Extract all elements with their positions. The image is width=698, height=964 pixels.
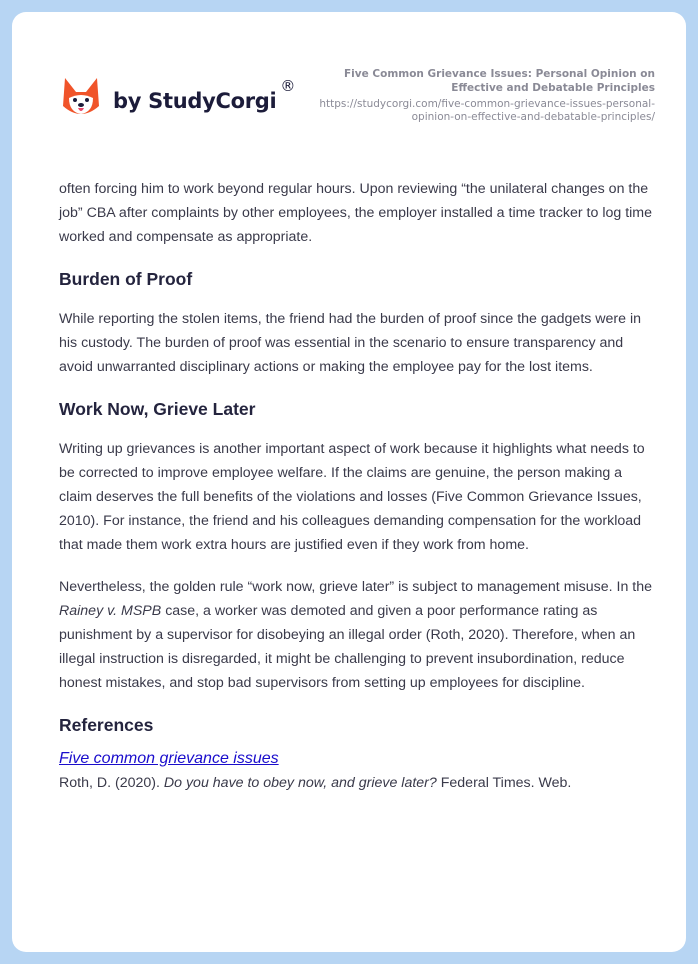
paragraph-intro: often forcing him to work beyond regular hours. Upon reviewing “the unilateral changes on the job” CBA after complaints by other employees, the employer installed a time tracker to log time worked and compensate as appropriate. (59, 181, 652, 245)
reference-link-grievance-issues[interactable]: Five common grievance issues (59, 750, 279, 767)
logo-text: by StudyCorgi (113, 89, 277, 113)
heading-burden-of-proof: Burden of Proof (59, 269, 193, 289)
document-meta (315, 67, 655, 124)
paragraph-work-1: Writing up grievances is another important aspect of work because it highlights what needs to be corrected to improve employee welfare. If the claims are genuine, the person making a claim deserves the full benefits of the violations and losses (Five Common Grievance Issues, 2010). For instance, the friend and his colleagues demanding compensation for the workload that made them work extra hours are justified even if they work from home. (59, 441, 645, 553)
reference-source: Federal Times. Web. (436, 775, 572, 791)
document-url[interactable]: https://studycorgi.com/five-common-grievance-issues-personal-opinion-on-effective-and-debatable-principles/ (319, 98, 655, 123)
article-body (59, 177, 659, 795)
paragraph-work-2-end: case, a worker was demoted and given a poor performance rating as punishment by a supervisor for disobeying an illegal order (Roth, 2020). Therefore, when an illegal instruction is disregarded, it might be challenging to prevent insubordination, reduce honest mistakes, and stop bad supervisors from setting up employees for discipline. (59, 603, 636, 691)
paragraph-work-2 (59, 575, 659, 695)
reference-roth (59, 771, 659, 795)
document-title: Five Common Grievance Issues: Personal Opinion on Effective and Debatable Principles (344, 68, 655, 94)
studycorgi-logo[interactable] (61, 76, 295, 120)
paragraph-work-2-start: Nevertheless, the golden rule “work now, grieve later” is subject to management misuse. In the (59, 579, 653, 595)
heading-work-now-grieve-later: Work Now, Grieve Later (59, 399, 256, 419)
paragraph-burden: While reporting the stolen items, the friend had the burden of proof since the gadgets were in his custody. The burden of proof was essential in the scenario to ensure transparency and avoid unwarranted disciplinary actions or making the employee pay for the lost items. (59, 311, 642, 375)
reference-author: Roth, D. (2020). (59, 775, 164, 791)
document-page (12, 12, 686, 952)
reference-title: Do you have to obey now, and grieve later? (163, 775, 437, 791)
heading-references: References (59, 715, 154, 735)
case-name: Rainey v. MSPB (59, 603, 162, 619)
registered-mark: ® (280, 77, 296, 95)
corgi-icon (61, 76, 101, 120)
